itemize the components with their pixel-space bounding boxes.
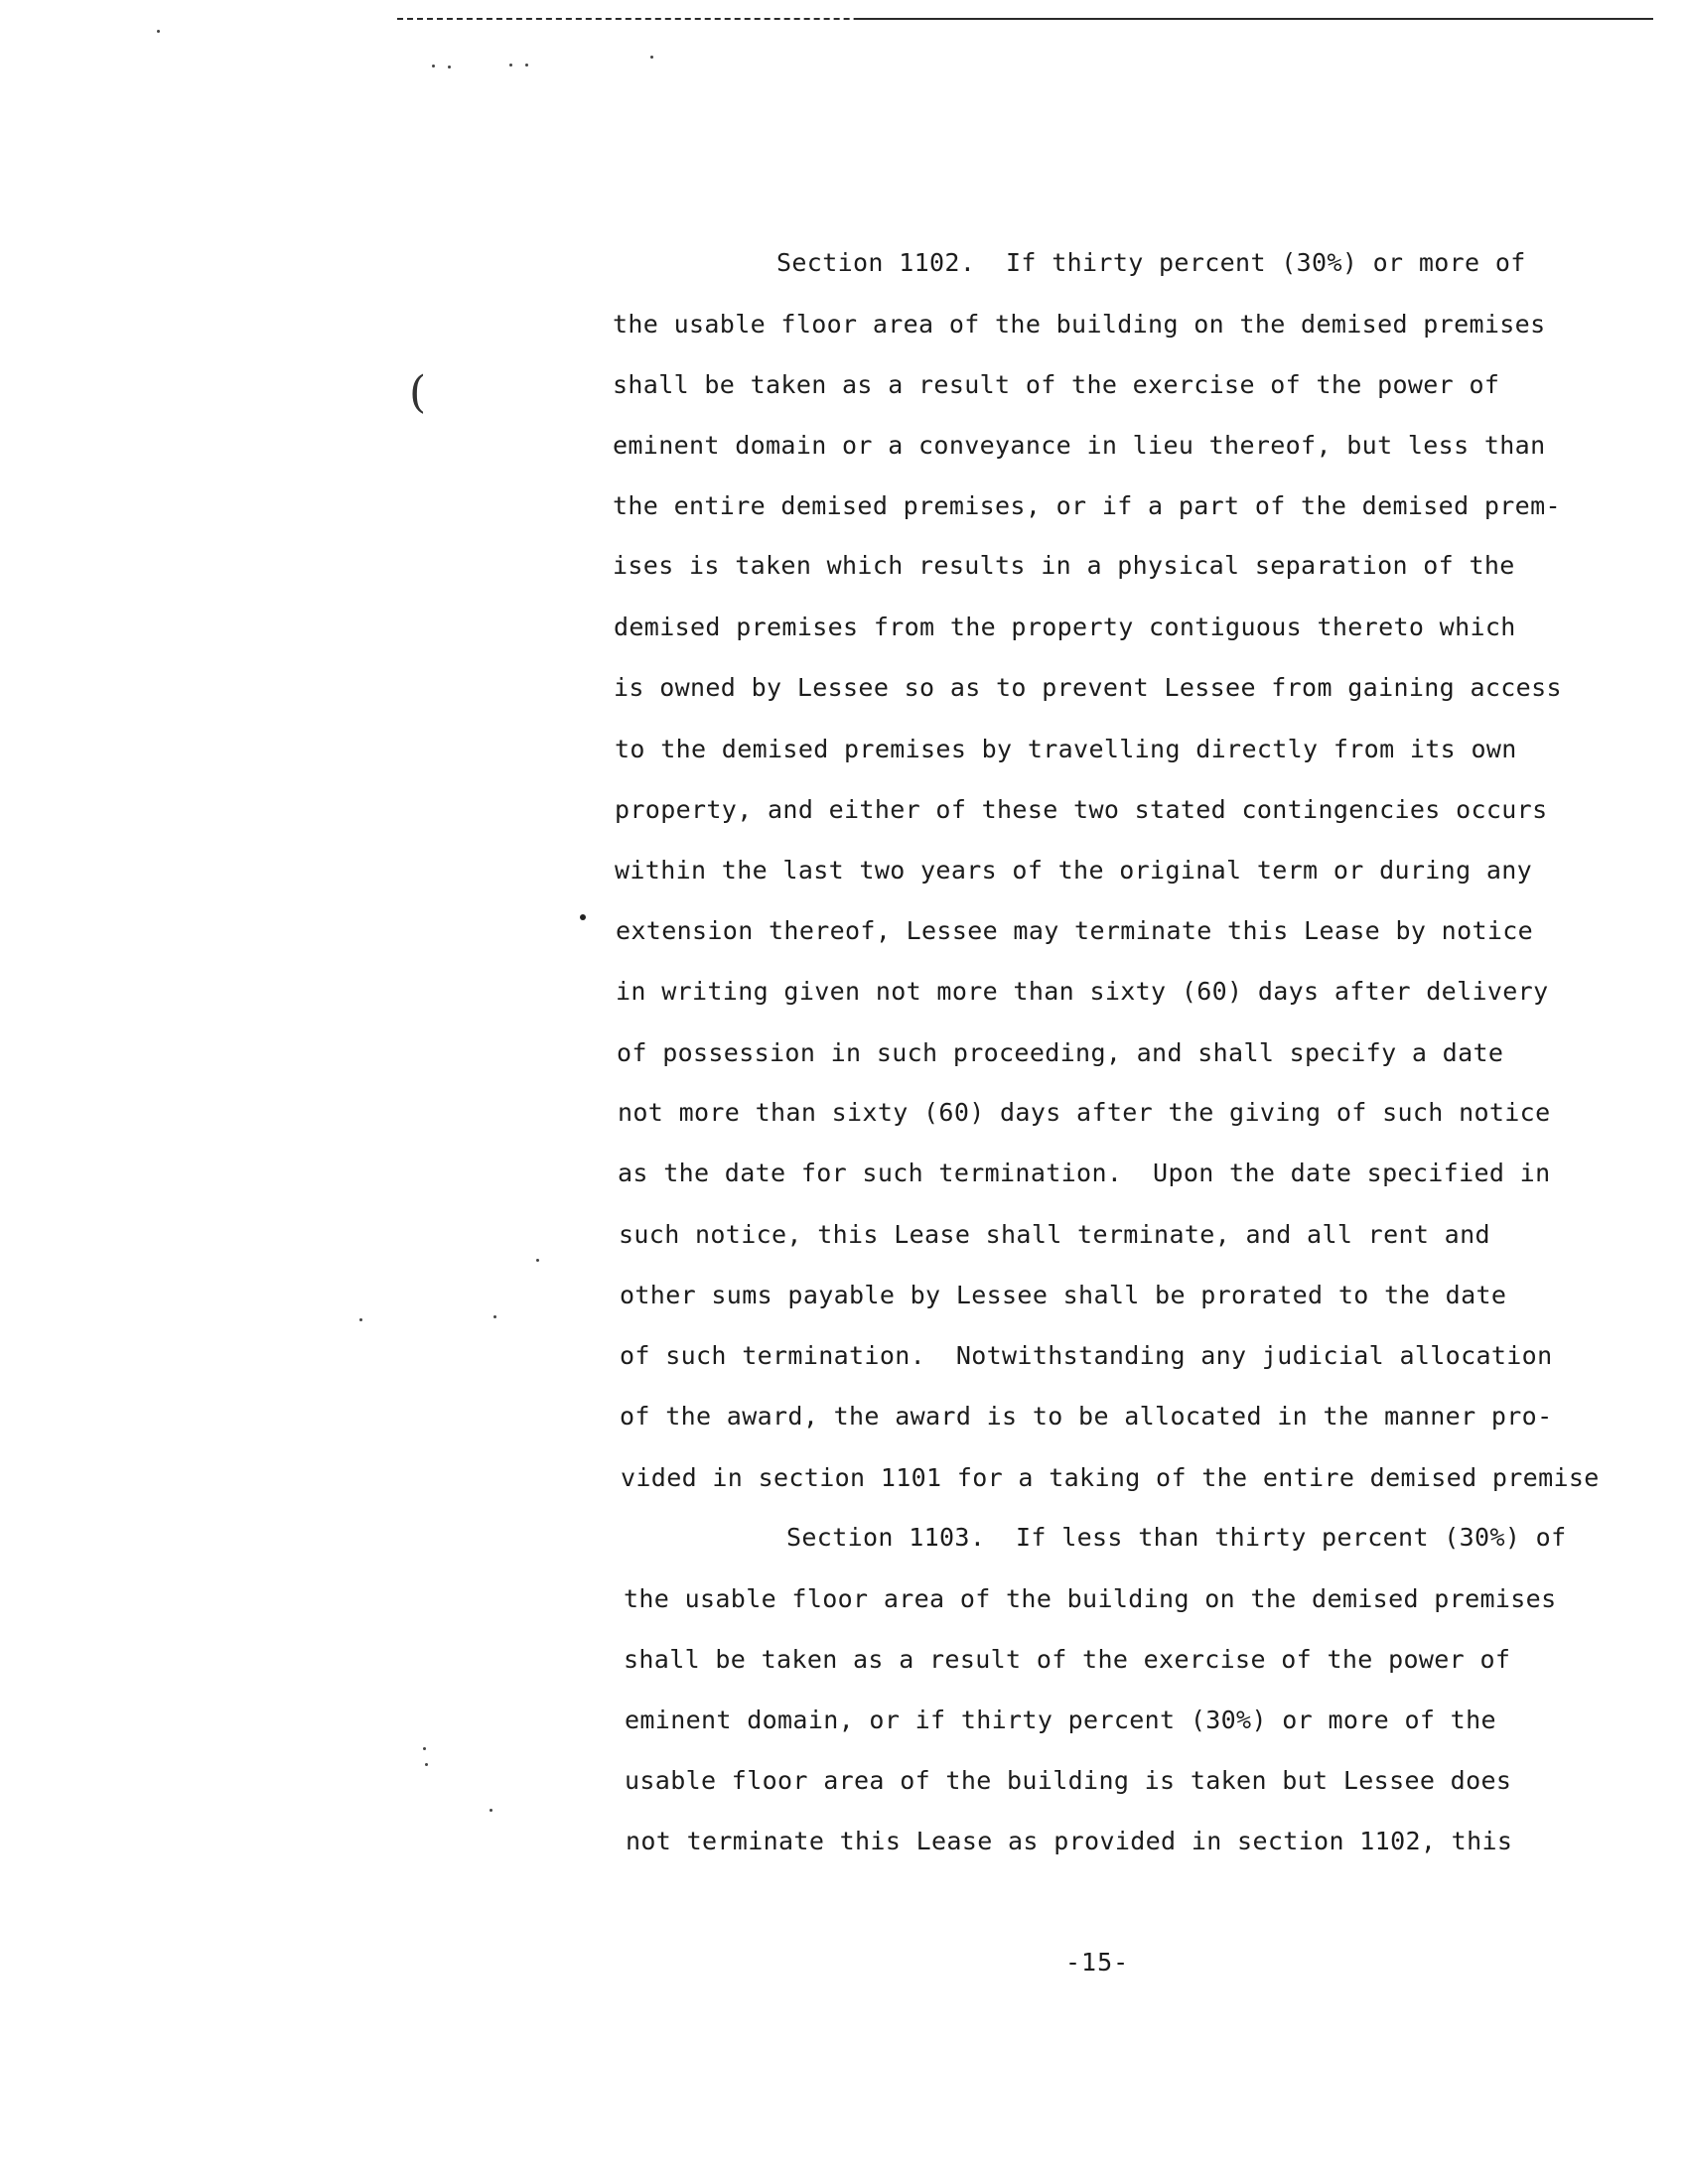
scan-speck xyxy=(525,64,528,67)
text-line: of the award, the award is to be allocated in the manner pro- xyxy=(620,1402,1553,1431)
text-line: Section 1102. If thirty percent (30%) or more of xyxy=(776,248,1526,277)
text-line: other sums payable by Lessee shall be prorated to the date xyxy=(620,1281,1507,1309)
scan-speck xyxy=(359,1318,362,1321)
text-line: within the last two years of the original term or during any xyxy=(615,856,1533,885)
text-line: the entire demised premises, or if a part of the demised prem- xyxy=(613,491,1561,520)
scan-speck xyxy=(157,30,160,33)
text-line: Section 1103. If less than thirty percent (30%) of xyxy=(786,1523,1567,1552)
scan-speck xyxy=(650,56,653,59)
text-line: such notice, this Lease shall terminate, and all rent and xyxy=(619,1220,1490,1249)
scan-speck xyxy=(490,1809,492,1812)
text-line: of such termination. Notwithstanding any judicial allocation xyxy=(620,1341,1553,1370)
text-line: demised premises from the property contiguous thereto which xyxy=(614,613,1516,641)
scan-speck xyxy=(536,1259,539,1262)
text-line: eminent domain, or if thirty percent (30%) or more of the xyxy=(625,1706,1496,1734)
top-scan-rule-solid xyxy=(854,18,1653,20)
scan-speck xyxy=(448,66,451,68)
text-line: extension thereof, Lessee may terminate this Lease by notice xyxy=(616,916,1534,945)
scan-speck xyxy=(425,1763,428,1766)
text-line: the usable floor area of the building on the demised premises xyxy=(613,310,1546,339)
text-line: is owned by Lessee so as to prevent Lessee from gaining access xyxy=(614,673,1562,702)
scan-speck xyxy=(423,1747,426,1750)
text-line: property, and either of these two stated contingencies occurs xyxy=(615,795,1548,824)
margin-mark-icon: ( xyxy=(409,367,427,418)
text-line: eminent domain or a conveyance in lieu thereof, but less than xyxy=(613,431,1546,460)
text-line: in writing given not more than sixty (60) days after delivery xyxy=(616,977,1549,1006)
scan-speck xyxy=(493,1315,496,1318)
scan-speck xyxy=(509,64,512,67)
text-line: shall be taken as a result of the exercise of the power of xyxy=(624,1645,1511,1674)
text-line: shall be taken as a result of the exercise of the power of xyxy=(613,370,1500,399)
text-line: of possession in such proceeding, and shall specify a date xyxy=(617,1038,1504,1067)
margin-bullet-icon xyxy=(580,914,586,920)
text-line: the usable floor area of the building on the demised premises xyxy=(624,1584,1557,1613)
text-line: to the demised premises by travelling directly from its own xyxy=(615,735,1517,763)
text-line: vided in section 1101 for a taking of the entire demised premise xyxy=(621,1463,1600,1492)
text-line: ises is taken which results in a physical separation of the xyxy=(613,551,1515,580)
page-number: -15- xyxy=(1065,1948,1130,1977)
text-line: as the date for such termination. Upon the date specified in xyxy=(618,1159,1551,1187)
text-line: not terminate this Lease as provided in section 1102, this xyxy=(626,1827,1513,1855)
text-line: not more than sixty (60) days after the giving of such notice xyxy=(618,1098,1551,1127)
text-line: usable floor area of the building is taken but Lessee does xyxy=(625,1766,1512,1795)
scan-speck xyxy=(432,65,435,68)
